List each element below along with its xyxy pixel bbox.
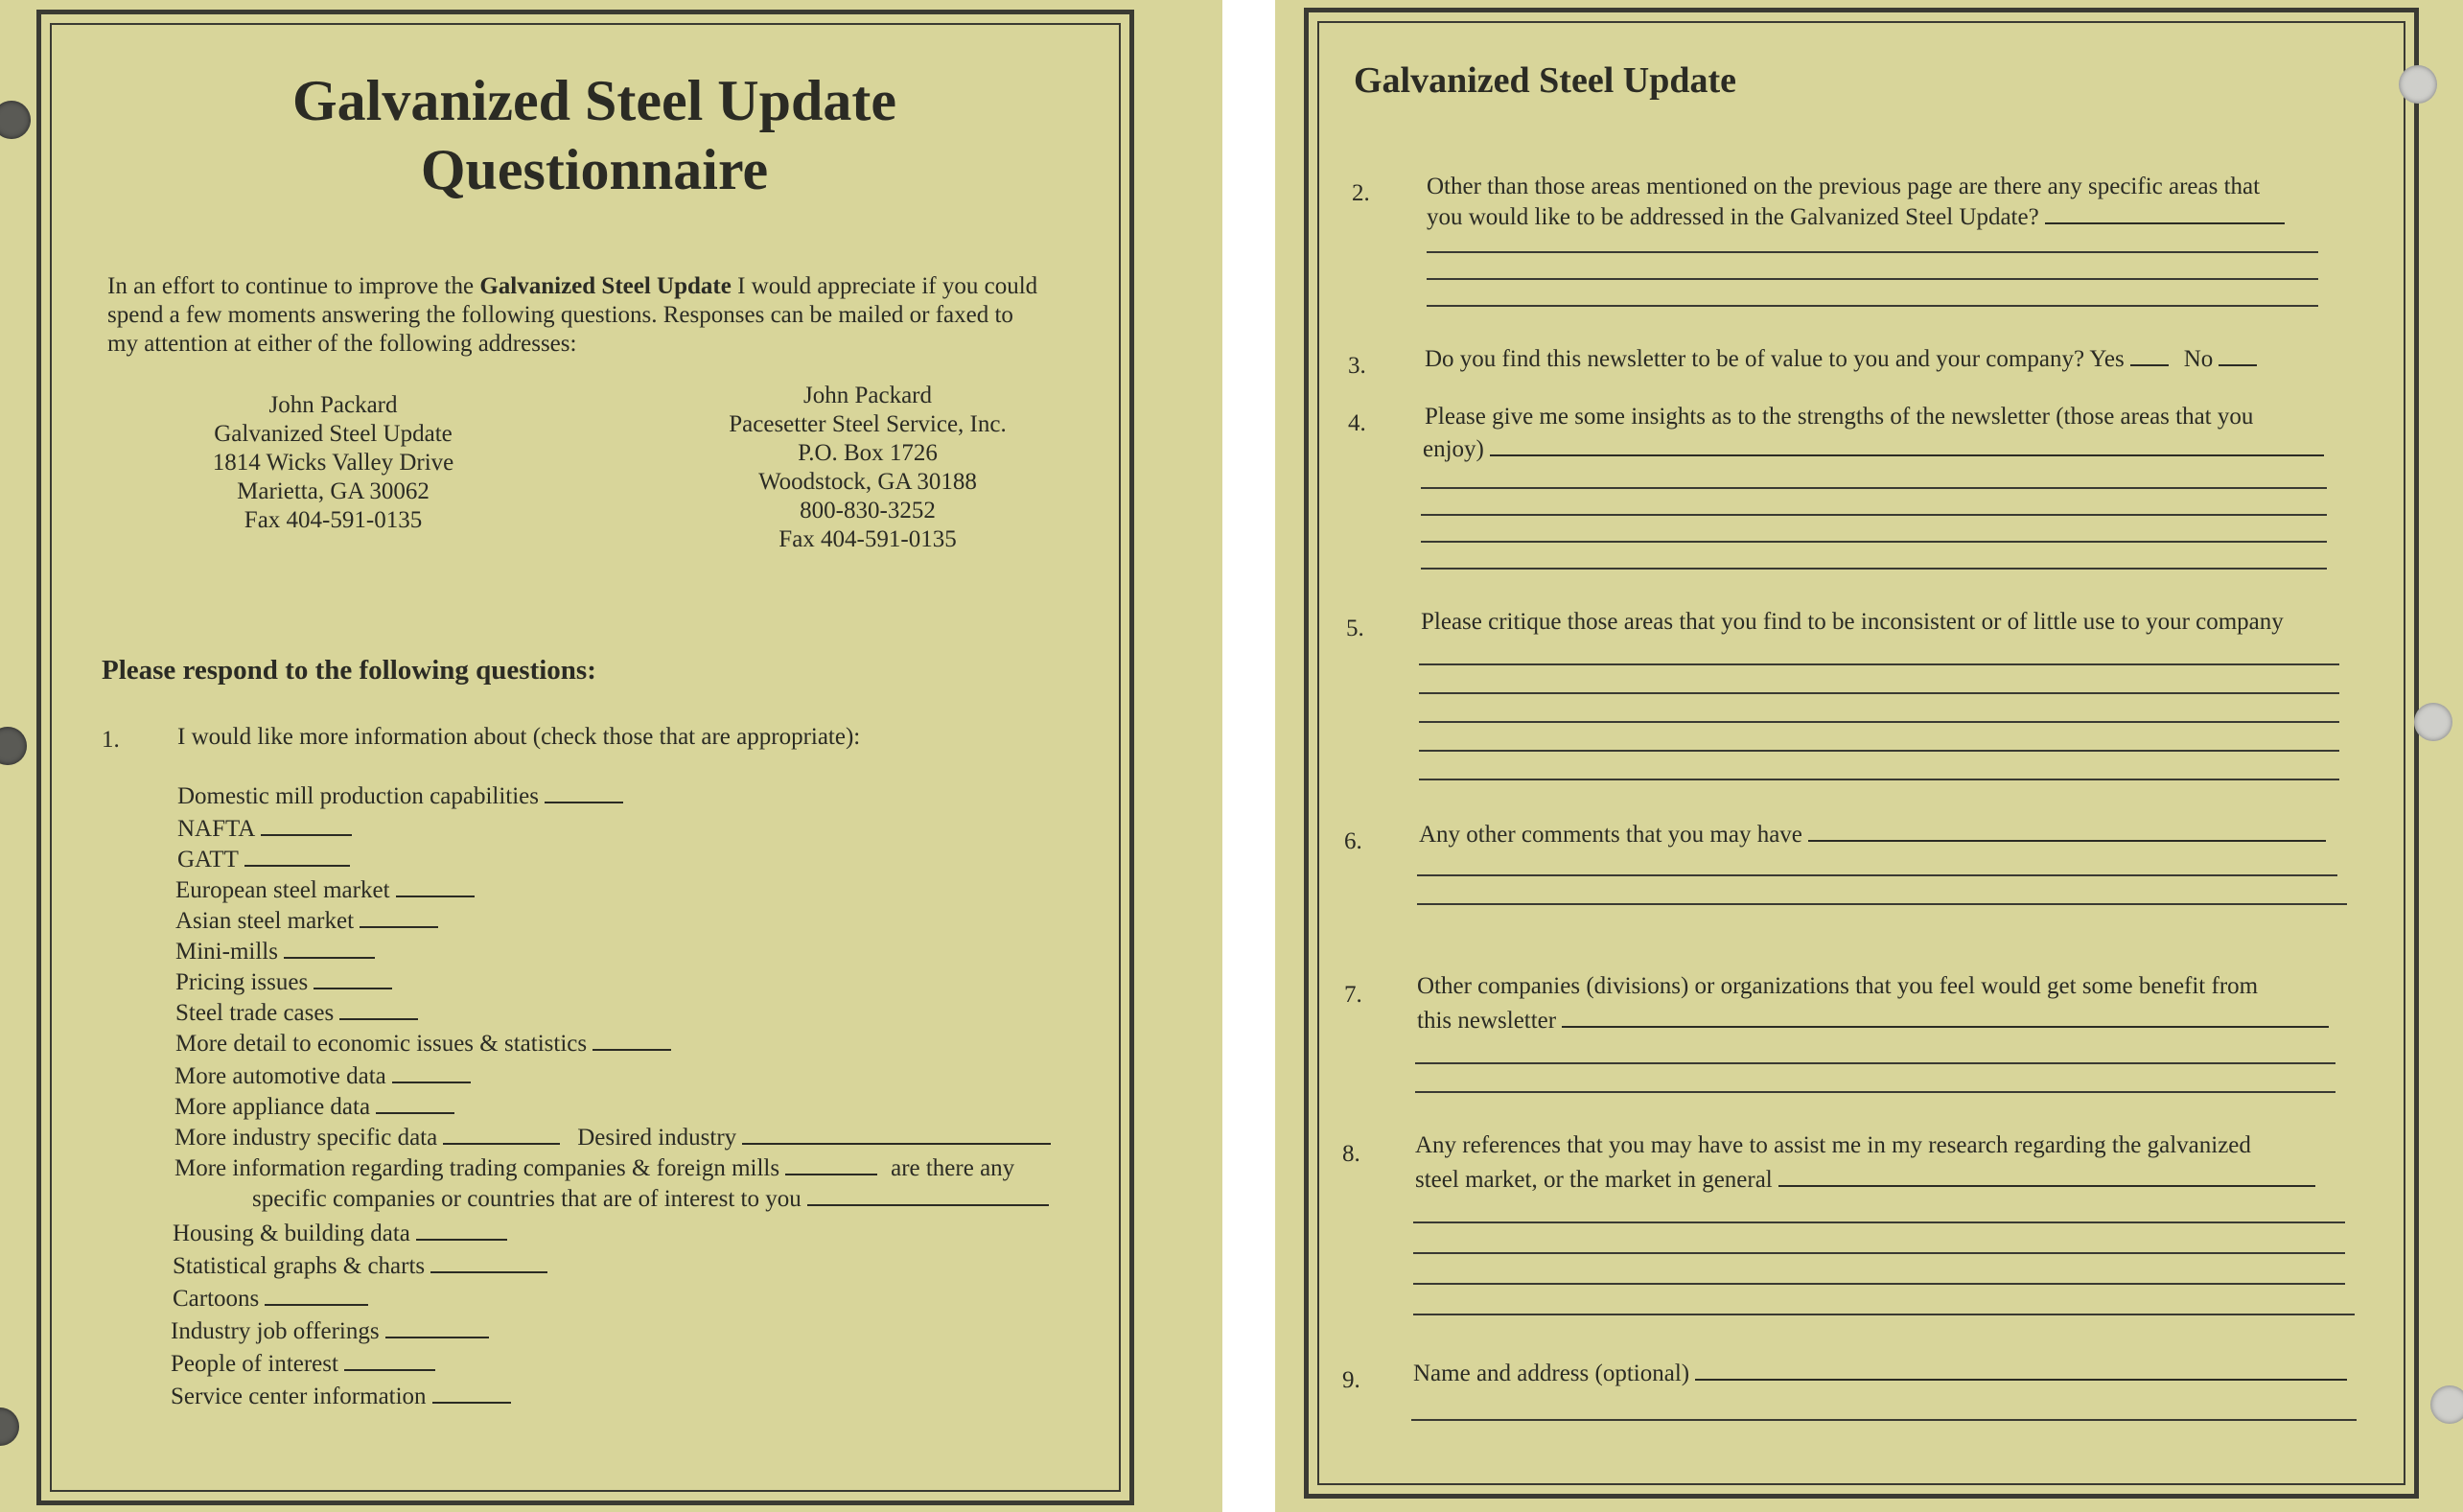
address-line: Galvanized Steel Update [214,421,453,447]
checklist-blank[interactable] [785,1174,877,1175]
respond-heading: Please respond to the following questions: [102,655,596,686]
question-number: 4. [1348,410,1366,436]
address-line: 800-830-3252 [800,498,936,523]
question-text [1425,345,2257,374]
question-1-text: I would like more information about (check those that are appropriate): [177,724,861,750]
checklist-blank[interactable] [443,1143,560,1145]
question-number: 9. [1342,1367,1360,1393]
question-text-line: this newsletter [1417,1008,1557,1034]
address-line: Pacesetter Steel Service, Inc. [729,411,1007,437]
no-blank[interactable] [2219,364,2257,366]
checklist-item [175,1030,671,1058]
checklist-blank[interactable] [244,865,350,867]
page-title-line1: Galvanized Steel Update [292,69,896,132]
checklist-blank[interactable] [339,1018,418,1020]
no-label: No [2183,346,2214,372]
desired-industry-label: Desired industry [577,1125,737,1151]
checklist-item [177,815,352,844]
checklist-item [252,1185,1049,1214]
question-number: 5. [1346,616,1364,641]
intro-text: I would appreciate if you could [731,273,1038,299]
checklist-item-label: Mini-mills [175,939,278,965]
checklist-item [174,1062,471,1091]
answer-line[interactable] [1421,514,2327,516]
answer-line[interactable] [1413,1314,2355,1315]
question-text-line: Do you find this newsletter to be of value to you and your company? Yes [1425,346,2125,372]
checklist-item-label: Industry job offerings [171,1318,380,1344]
checklist-blank[interactable] [545,802,623,803]
checklist-blank[interactable] [593,1049,671,1051]
intro-text: In an effort to continue to improve the [107,273,480,299]
answer-line[interactable] [1427,251,2318,253]
answer-line[interactable] [1421,487,2327,489]
answer-line[interactable] [1427,305,2318,307]
question-text-line: enjoy) [1423,436,1484,462]
answer-blank[interactable] [1808,840,2326,842]
question-number: 8. [1342,1141,1360,1167]
checklist-blank[interactable] [261,834,352,836]
checklist-blank[interactable] [314,988,392,989]
address-line: Marietta, GA 30062 [237,478,430,504]
binder-hole [2414,703,2452,741]
questionnaire-page-1 [0,0,1222,1512]
answer-line[interactable] [1417,903,2347,905]
checklist-item [173,1285,368,1314]
answer-line[interactable] [1421,568,2327,570]
desired-industry-blank[interactable] [742,1143,1051,1145]
answer-line[interactable] [1411,1419,2357,1421]
page-border-inner [1317,21,2405,1485]
answer-line[interactable] [1427,278,2318,280]
question-number: 3. [1348,353,1366,379]
answer-line[interactable] [1413,1221,2345,1223]
intro-line-3: my attention at either of the following addresses: [107,331,577,357]
question-number: 2. [1352,180,1370,206]
checklist-item [174,1124,1051,1152]
question-number: 6. [1344,828,1362,854]
checklist-item [177,846,350,874]
checklist-item [175,999,418,1028]
intro-line-2: spend a few moments answering the following questions. Responses can be mailed or faxed to [107,302,1013,328]
checklist-item-label: NAFTA [177,816,256,842]
yes-blank[interactable] [2130,364,2169,366]
intro-publication-name: Galvanized Steel Update [479,273,732,299]
checklist-item-label: European steel market [175,877,390,903]
checklist-item-label: Statistical graphs & charts [173,1253,426,1279]
question-text: Other than those areas mentioned on the previous page are there any specific areas that [1427,174,2261,199]
checklist-blank[interactable] [265,1304,368,1306]
question-text: Please critique those areas that you find to be inconsistent or of little use to your company [1421,609,2284,635]
checklist-item [173,1220,507,1248]
questionnaire-page-2 [1275,0,2463,1512]
binder-hole [2399,65,2437,104]
checklist-item-label: Pricing issues [175,969,309,995]
answer-blank[interactable] [1562,1026,2329,1028]
checklist-item-label: Domestic mill production capabilities [177,783,540,809]
question-text [1423,435,2324,464]
checklist-item-label: Cartoons [173,1286,260,1312]
checklist-item-label: People of interest [171,1351,338,1377]
address-line: Fax 404-591-0135 [244,507,423,533]
binder-hole [0,1407,19,1446]
are-there-any-label: are there any [891,1155,1015,1181]
question-text: Please give me some insights as to the strengths of the newsletter (those areas that you [1425,404,2254,430]
checklist-blank[interactable] [376,1112,454,1114]
answer-line[interactable] [1419,721,2339,723]
checklist-blank[interactable] [344,1369,435,1371]
checklist-item [174,1093,454,1122]
checklist-item-label: Asian steel market [175,908,355,934]
address-line: John Packard [268,392,398,418]
address-line: Fax 404-591-0135 [778,526,957,552]
address-line: P.O. Box 1726 [798,440,938,466]
address-line: John Packard [803,383,932,408]
question-text-line: you would like to be addressed in the Galvanized Steel Update? [1427,204,2039,230]
checklist-item-label: Service center information [171,1384,427,1409]
answer-line[interactable] [1415,1091,2335,1093]
question-text [1413,1360,2347,1388]
checklist-blank[interactable] [392,1082,471,1083]
intro-line-1 [107,272,1037,301]
checklist-blank[interactable] [807,1204,1049,1206]
question-text [1427,203,2285,232]
question-text: Any references that you may have to assist me in my research regarding the galvanized [1415,1132,2251,1158]
checklist-blank[interactable] [432,1402,511,1404]
address-line: 1814 Wicks Valley Drive [212,450,454,476]
checklist-blank[interactable] [416,1239,507,1241]
checklist-item-label: More automotive data [174,1063,386,1089]
answer-blank[interactable] [1778,1185,2315,1187]
checklist-item-label: More information regarding trading companies & foreign mills [174,1155,780,1181]
question-text-line: Any other comments that you may have [1419,822,1802,848]
answer-line[interactable] [1419,663,2339,665]
question-number: 7. [1344,982,1362,1008]
question-text [1419,821,2326,849]
answer-line[interactable] [1413,1252,2345,1254]
address-line: Woodstock, GA 30188 [758,469,977,495]
checklist-item [174,1154,1014,1183]
question-text [1417,1007,2329,1035]
answer-line[interactable] [1419,692,2339,694]
checklist-item [171,1317,489,1346]
checklist-item [171,1383,511,1411]
checklist-blank[interactable] [385,1337,489,1338]
checklist-item [175,968,392,997]
checklist-item-label: Housing & building data [173,1221,410,1246]
checklist-blank[interactable] [430,1271,547,1273]
answer-line[interactable] [1419,750,2339,752]
binder-hole [0,727,27,765]
question-text-line: Name and address (optional) [1413,1361,1690,1386]
binder-hole [0,101,31,139]
checklist-item-label: More industry specific data [174,1125,438,1151]
checklist-item [175,876,475,905]
page-header: Galvanized Steel Update [1354,60,1736,101]
answer-line[interactable] [1421,541,2327,543]
answer-blank[interactable] [2045,222,2285,224]
checklist-item-label: GATT [177,847,239,872]
checklist-item [175,938,375,966]
checklist-blank[interactable] [360,926,438,928]
answer-blank[interactable] [1490,454,2324,456]
checklist-item [171,1350,435,1379]
question-text: Other companies (divisions) or organizations that you feel would get some benefit from [1417,973,2259,999]
checklist-item [177,782,623,811]
checklist-item-label: Steel trade cases [175,1000,335,1026]
answer-line[interactable] [1417,874,2337,876]
checklist-item-label: More detail to economic issues & statistics [175,1031,588,1057]
checklist-item [175,907,438,936]
binder-hole [2430,1385,2463,1424]
question-text-line: steel market, or the market in general [1415,1167,1773,1193]
checklist-blank[interactable] [284,957,375,959]
checklist-item-label: More appliance data [174,1094,371,1120]
question-number: 1. [102,727,120,753]
answer-blank[interactable] [1695,1379,2347,1381]
question-text [1415,1166,2315,1195]
answer-line[interactable] [1419,779,2339,780]
checklist-item-label: specific companies or countries that are of interest to you [252,1186,802,1212]
checklist-item [173,1252,547,1281]
page-title-line2: Questionnaire [420,138,769,201]
checklist-blank[interactable] [396,896,475,897]
answer-line[interactable] [1415,1062,2335,1064]
answer-line[interactable] [1413,1283,2345,1285]
